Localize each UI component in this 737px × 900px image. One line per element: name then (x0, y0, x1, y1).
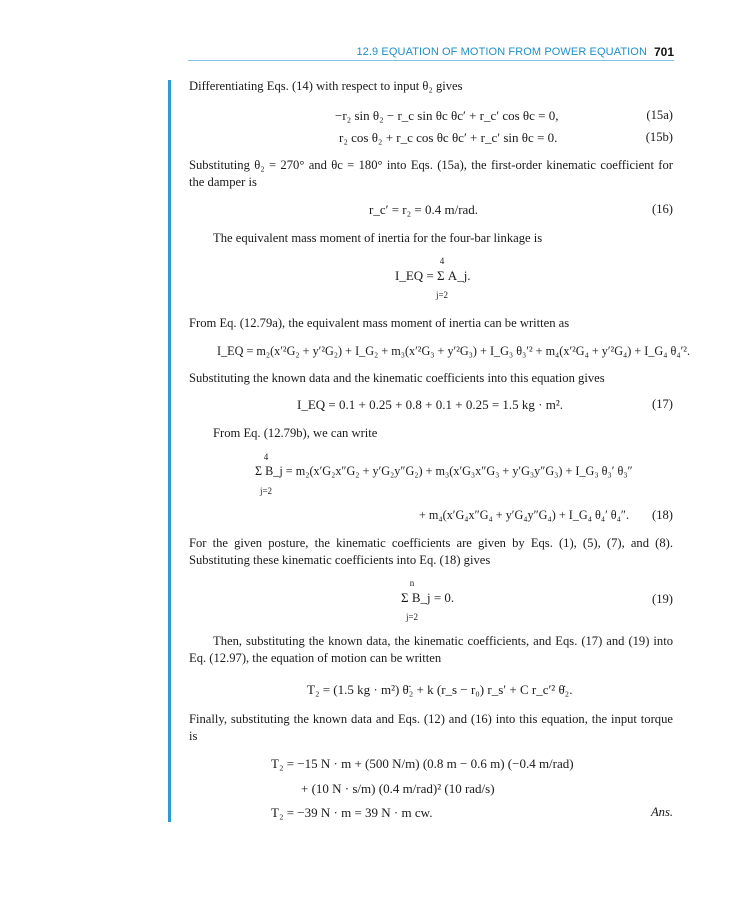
equation-18-line-2: + m₄(x′G₄x″G₄ + y′G₄y″G₄) + I_G₄ θ₄′ θ₄″. (419, 508, 630, 522)
sum-b-block (255, 452, 675, 498)
running-head (0, 42, 737, 62)
equation-number-19: (19) (652, 592, 673, 606)
sum-lower-limit: j=2 (435, 290, 449, 300)
sum-lower-limit: j=2 (259, 486, 273, 496)
paragraph-8: Then, substituting the known data, the kinematic coefficients, and Eqs. (17) and (19) into Eq. (12.97), the equation of motion can be written (189, 634, 673, 665)
equation-number-17: (17) (652, 397, 673, 411)
paragraph-5: Substituting the known data and the kinematic coefficients into this equation gives (189, 371, 605, 385)
equation-15b: r₂ cos θ₂ + r_c cos θc θc′ + r_c′ sin θc = 0. (339, 130, 558, 145)
sum-a-block (395, 256, 515, 302)
equation-19: Σ B_j = 0. (401, 590, 455, 605)
torque-line-1: T₂ = −15 N · m + (500 N/m) (0.8 m − 0.6 m) (−0.4 m/rad) (271, 756, 574, 771)
sum-upper-limit: 4 (439, 256, 445, 266)
equation-sum-a: I_EQ = Σ A_j. (395, 268, 471, 283)
torque-line-2: + (10 N · s/m) (0.4 m/rad)² (10 rad/s) (301, 781, 495, 796)
paragraph-6: From Eq. (12.79b), we can write (213, 426, 378, 440)
sum-lower-limit: j=2 (405, 612, 419, 622)
paragraph-3: The equivalent mass moment of inertia for the four-bar linkage is (213, 231, 543, 245)
section-title: 12.9 EQUATION OF MOTION FROM POWER EQUATION (356, 46, 647, 58)
paragraph-2: Substituting θ₂ = 270° and θc = 180° into Eqs. (15a), the first-order kinematic coefficient for the damper is (189, 158, 673, 189)
equation-17: I_EQ = 0.1 + 0.25 + 0.8 + 0.1 + 0.25 = 1.5 kg · m². (297, 397, 563, 412)
sum-b-zero-block (401, 578, 511, 624)
sum-upper-limit: n (409, 578, 415, 588)
header-rule (188, 60, 674, 61)
equation-number-18: (18) (652, 508, 673, 522)
paragraph-7: For the given posture, the kinematic coefficients are given by Eqs. (1), (5), (7), and (8). Substituting these kinematic coefficients into Eq. (18) gives (189, 536, 673, 567)
equation-15a: −r₂ sin θ₂ − r_c sin θc θc′ + r_c′ cos θc = 0, (335, 108, 559, 123)
equation-number-15a: (15a) (646, 108, 673, 122)
page-number: 701 (653, 45, 674, 59)
torque-line-3: T₂ = −39 N · m = 39 N · m cw. (271, 805, 433, 820)
paragraph-1: Differentiating Eqs. (14) with respect to input θ₂ gives (189, 79, 463, 93)
margin-bar (168, 80, 171, 822)
equation-number-15b: (15b) (645, 130, 673, 144)
answer-label: Ans. (650, 805, 673, 819)
equation-number-16: (16) (652, 202, 673, 216)
paragraph-4: From Eq. (12.79a), the equivalent mass moment of inertia can be written as (189, 316, 570, 330)
equation-16: r_c′ = r₂ = 0.4 m/rad. (369, 202, 479, 217)
equation-ieq: I_EQ = m₂(x′²G₂ + y′²G₂) + I_G₂ + m₃(x′²G₃ + y′²G₃) + I_G₃ θ₃′² + m₄(x′²G₄ + y′²G₄) + I_G₄ θ₄′². (217, 344, 690, 358)
paragraph-9: Finally, substituting the known data and Eqs. (12) and (16) into this equation, the input torque is (189, 712, 673, 743)
equation-18-line-1: Σ B_j = m₂(x′G₂x″G₂ + y′G₂y″G₂) + m₃(x′G₃x″G₃ + y′G₃y″G₃) + I_G₃ θ₃′ θ₃″ (255, 464, 633, 478)
sum-upper-limit: 4 (263, 452, 269, 462)
equation-of-motion: T₂ = (1.5 kg · m²) θ̈₂ + k (r_s − r₀) r_s′ + C r_c′² θ̇₂. (307, 682, 573, 697)
